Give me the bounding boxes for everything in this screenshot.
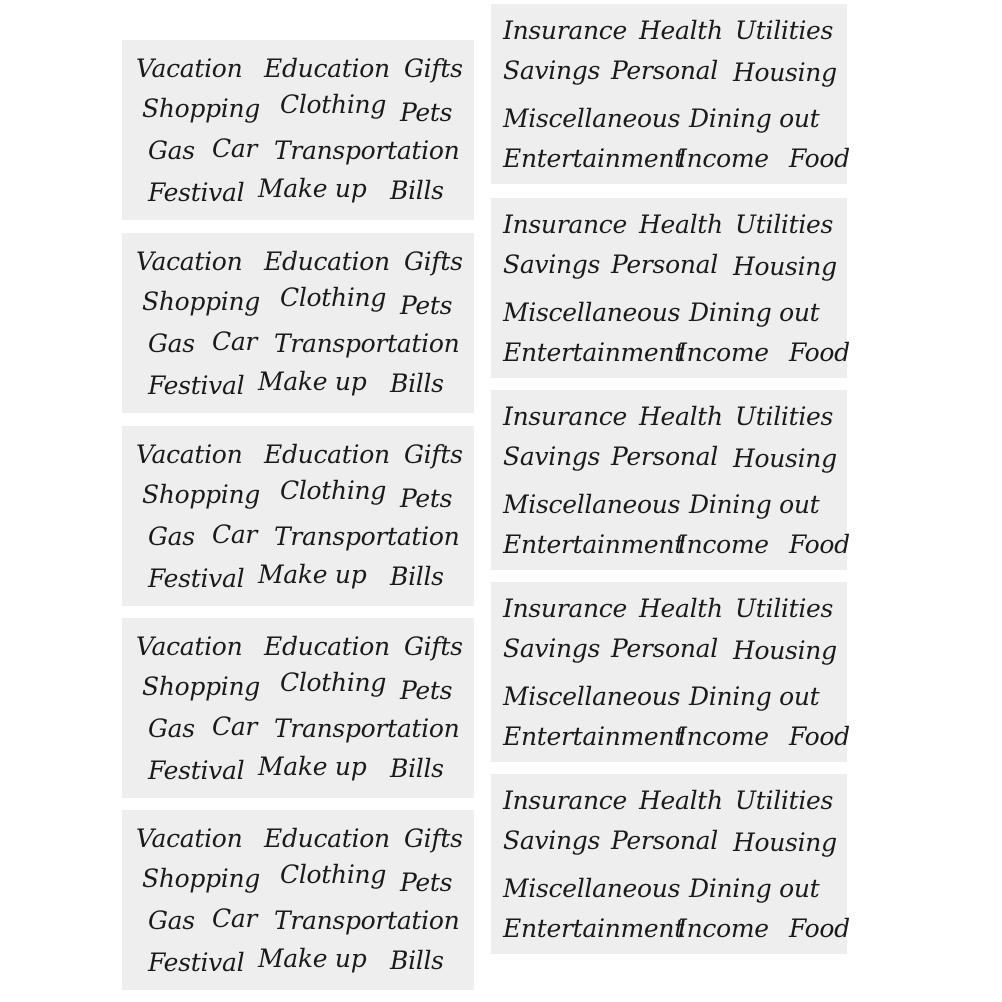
- sticker-word-health: Health: [639, 786, 723, 815]
- sticker-word-savings: Savings: [503, 442, 600, 471]
- sticker-word-insurance: Insurance: [503, 402, 627, 431]
- sticker-word-education: Education: [264, 824, 390, 853]
- sticker-word-food: Food: [789, 144, 850, 173]
- sticker-word-food: Food: [789, 338, 850, 367]
- sticker-word-dining-out: Dining out: [689, 490, 820, 519]
- sticker-word-bills: Bills: [390, 562, 444, 591]
- sticker-word-gas: Gas: [148, 136, 195, 165]
- sticker-word-insurance: Insurance: [503, 594, 627, 623]
- sticker-word-health: Health: [639, 402, 723, 431]
- sticker-word-car: Car: [212, 327, 258, 356]
- sticker-word-housing: Housing: [733, 636, 837, 665]
- sticker-word-vacation: Vacation: [136, 247, 243, 276]
- sticker-word-transportation: Transportation: [274, 136, 460, 165]
- sticker-word-entertainment: Entertainment: [503, 144, 684, 173]
- sticker-word-festival: Festival: [148, 178, 245, 207]
- sticker-word-income: Income: [677, 722, 769, 751]
- sticker-word-gas: Gas: [148, 714, 195, 743]
- sticker-word-food: Food: [789, 722, 850, 751]
- sticker-word-insurance: Insurance: [503, 16, 627, 45]
- sticker-word-entertainment: Entertainment: [503, 722, 684, 751]
- sticker-word-education: Education: [264, 54, 390, 83]
- sticker-word-utilities: Utilities: [735, 594, 834, 623]
- sticker-word-transportation: Transportation: [274, 522, 460, 551]
- sticker-word-utilities: Utilities: [735, 786, 834, 815]
- sticker-word-savings: Savings: [503, 56, 600, 85]
- sticker-word-miscellaneous: Miscellaneous: [503, 682, 681, 711]
- sticker-word-vacation: Vacation: [136, 824, 243, 853]
- sticker-word-festival: Festival: [148, 756, 245, 785]
- sticker-word-gifts: Gifts: [404, 824, 463, 853]
- sticker-word-festival: Festival: [148, 564, 245, 593]
- sticker-word-personal: Personal: [611, 634, 718, 663]
- sticker-word-make-up: Make up: [258, 752, 367, 781]
- sticker-word-gas: Gas: [148, 906, 195, 935]
- right-sticker-sheet-2: [491, 198, 850, 378]
- sticker-word-shopping: Shopping: [142, 287, 260, 316]
- sticker-word-gas: Gas: [148, 522, 195, 551]
- sticker-word-vacation: Vacation: [136, 54, 243, 83]
- sticker-word-entertainment: Entertainment: [503, 338, 684, 367]
- sticker-word-bills: Bills: [390, 946, 444, 975]
- sticker-word-dining-out: Dining out: [689, 874, 820, 903]
- sticker-word-education: Education: [264, 247, 390, 276]
- right-sticker-sheet-5: [491, 774, 850, 954]
- sticker-word-insurance: Insurance: [503, 210, 627, 239]
- sticker-word-make-up: Make up: [258, 367, 367, 396]
- sticker-word-personal: Personal: [611, 250, 718, 279]
- sticker-word-dining-out: Dining out: [689, 298, 820, 327]
- sticker-word-clothing: Clothing: [280, 283, 387, 312]
- sticker-word-clothing: Clothing: [280, 476, 387, 505]
- sticker-word-miscellaneous: Miscellaneous: [503, 298, 681, 327]
- sticker-word-personal: Personal: [611, 442, 718, 471]
- sticker-word-vacation: Vacation: [136, 440, 243, 469]
- sticker-word-pets: Pets: [400, 291, 453, 320]
- sticker-word-car: Car: [212, 904, 258, 933]
- left-sticker-sheet-2: [122, 233, 474, 413]
- sticker-word-shopping: Shopping: [142, 672, 260, 701]
- sticker-word-pets: Pets: [400, 676, 453, 705]
- sticker-word-personal: Personal: [611, 826, 718, 855]
- left-sticker-sheet-5: [122, 810, 474, 990]
- sticker-word-miscellaneous: Miscellaneous: [503, 490, 681, 519]
- right-sticker-sheet-1: [491, 4, 850, 184]
- sticker-word-income: Income: [677, 530, 769, 559]
- sticker-word-gifts: Gifts: [404, 632, 463, 661]
- sticker-word-clothing: Clothing: [280, 90, 387, 119]
- sticker-word-food: Food: [789, 914, 850, 943]
- sticker-word-housing: Housing: [733, 828, 837, 857]
- sticker-word-bills: Bills: [390, 754, 444, 783]
- right-sticker-sheet-3: [491, 390, 850, 570]
- sticker-word-transportation: Transportation: [274, 714, 460, 743]
- sticker-word-festival: Festival: [148, 948, 245, 977]
- sticker-word-insurance: Insurance: [503, 786, 627, 815]
- sticker-word-dining-out: Dining out: [689, 104, 820, 133]
- sticker-word-transportation: Transportation: [274, 906, 460, 935]
- left-sticker-sheet-1: [122, 40, 474, 220]
- sticker-word-income: Income: [677, 914, 769, 943]
- sticker-word-education: Education: [264, 632, 390, 661]
- sticker-word-clothing: Clothing: [280, 860, 387, 889]
- sticker-word-car: Car: [212, 134, 258, 163]
- sticker-word-miscellaneous: Miscellaneous: [503, 874, 681, 903]
- sticker-word-shopping: Shopping: [142, 480, 260, 509]
- sticker-word-bills: Bills: [390, 176, 444, 205]
- left-sticker-sheet-4: [122, 618, 474, 798]
- sticker-word-savings: Savings: [503, 826, 600, 855]
- sticker-word-housing: Housing: [733, 252, 837, 281]
- sticker-word-utilities: Utilities: [735, 402, 834, 431]
- sticker-word-gifts: Gifts: [404, 247, 463, 276]
- sticker-word-car: Car: [212, 712, 258, 741]
- sticker-word-vacation: Vacation: [136, 632, 243, 661]
- sticker-word-savings: Savings: [503, 250, 600, 279]
- left-sticker-sheet-3: [122, 426, 474, 606]
- sticker-word-gifts: Gifts: [404, 440, 463, 469]
- sticker-word-food: Food: [789, 530, 850, 559]
- sticker-word-transportation: Transportation: [274, 329, 460, 358]
- right-sticker-sheet-4: [491, 582, 850, 762]
- sticker-word-utilities: Utilities: [735, 16, 834, 45]
- sticker-word-gifts: Gifts: [404, 54, 463, 83]
- sticker-word-make-up: Make up: [258, 560, 367, 589]
- sticker-word-shopping: Shopping: [142, 864, 260, 893]
- sticker-word-health: Health: [639, 16, 723, 45]
- sticker-word-pets: Pets: [400, 484, 453, 513]
- sticker-word-car: Car: [212, 520, 258, 549]
- sticker-word-clothing: Clothing: [280, 668, 387, 697]
- sticker-word-gas: Gas: [148, 329, 195, 358]
- sticker-word-festival: Festival: [148, 371, 245, 400]
- sticker-word-education: Education: [264, 440, 390, 469]
- sticker-word-pets: Pets: [400, 98, 453, 127]
- sticker-word-utilities: Utilities: [735, 210, 834, 239]
- sticker-word-pets: Pets: [400, 868, 453, 897]
- sticker-word-income: Income: [677, 144, 769, 173]
- sticker-word-miscellaneous: Miscellaneous: [503, 104, 681, 133]
- sticker-word-personal: Personal: [611, 56, 718, 85]
- sticker-word-make-up: Make up: [258, 944, 367, 973]
- sticker-word-shopping: Shopping: [142, 94, 260, 123]
- sticker-word-income: Income: [677, 338, 769, 367]
- sticker-word-make-up: Make up: [258, 174, 367, 203]
- sticker-word-entertainment: Entertainment: [503, 530, 684, 559]
- sticker-word-health: Health: [639, 594, 723, 623]
- sticker-word-housing: Housing: [733, 444, 837, 473]
- sticker-word-dining-out: Dining out: [689, 682, 820, 711]
- sticker-word-housing: Housing: [733, 58, 837, 87]
- sticker-word-health: Health: [639, 210, 723, 239]
- sticker-word-savings: Savings: [503, 634, 600, 663]
- sticker-word-entertainment: Entertainment: [503, 914, 684, 943]
- sticker-word-bills: Bills: [390, 369, 444, 398]
